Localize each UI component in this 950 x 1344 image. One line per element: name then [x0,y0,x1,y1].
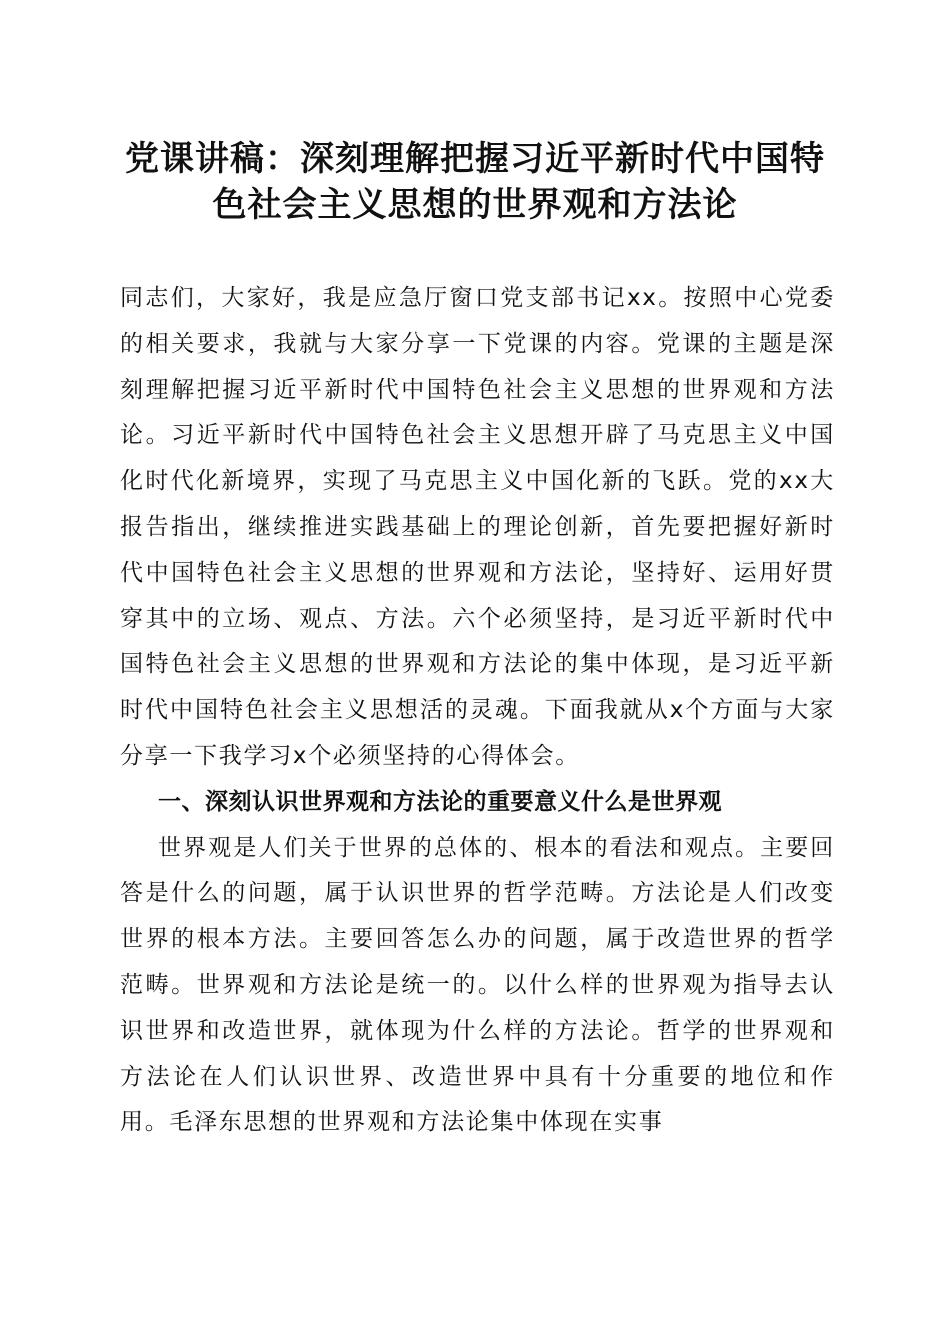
title-line-1: 党课讲稿：深刻理解把握习近平新时代中国特 [125,139,825,179]
intro-paragraph: 同志们，大家好，我是应急厅窗口党支部书记xx。按照中心党委的相关要求，我就与大家分享一下党课的内容。党课的主题是深刻理解把握习近平新时代中国特色社会主义思想的世界观和方法论。习近平新时代中国特色社会主义思想开辟了马克思主义中国化时代化新境界，实现了马克思主义中国化新的飞跃。党的xx大报告指出，继续推进实践基础上的理论创新，首先要把握好新时代中国特色社会主义思想的世界观和方法论，坚持好、运用好贯穿其中的立场、观点、方法。六个必须坚持，是习近平新时代中国特色社会主义思想的世界观和方法论的集中体现，是习近平新时代中国特色社会主义思想活的灵魂。下面我就从x个方面与大家分享一下我学习x个必须坚持的心得体会。 [120,285,835,769]
section-heading-1: 一、深刻认识世界观和方法论的重要意义什么是世界观 [158,788,722,815]
section-1-paragraph: 世界观是人们关于世界的总体的、根本的看法和观点。主要回答是什么的问题，属于认识世界的哲学范畴。方法论是人们改变世界的根本方法。主要回答怎么办的问题，属于改造世界的哲学范畴。世界观和方法论是统一的。以什么样的世界观为指导去认识世界和改造世界，就体现为什么样的方法论。哲学的世界观和方法论在人们认识世界、改造世界中具有十分重要的地位和作用。毛泽东思想的世界观和方法论集中体现在实事 [120,834,835,1136]
title-line-2: 色社会主义思想的世界观和方法论 [212,185,738,225]
document-title [110,136,840,228]
document-body [120,276,835,1146]
